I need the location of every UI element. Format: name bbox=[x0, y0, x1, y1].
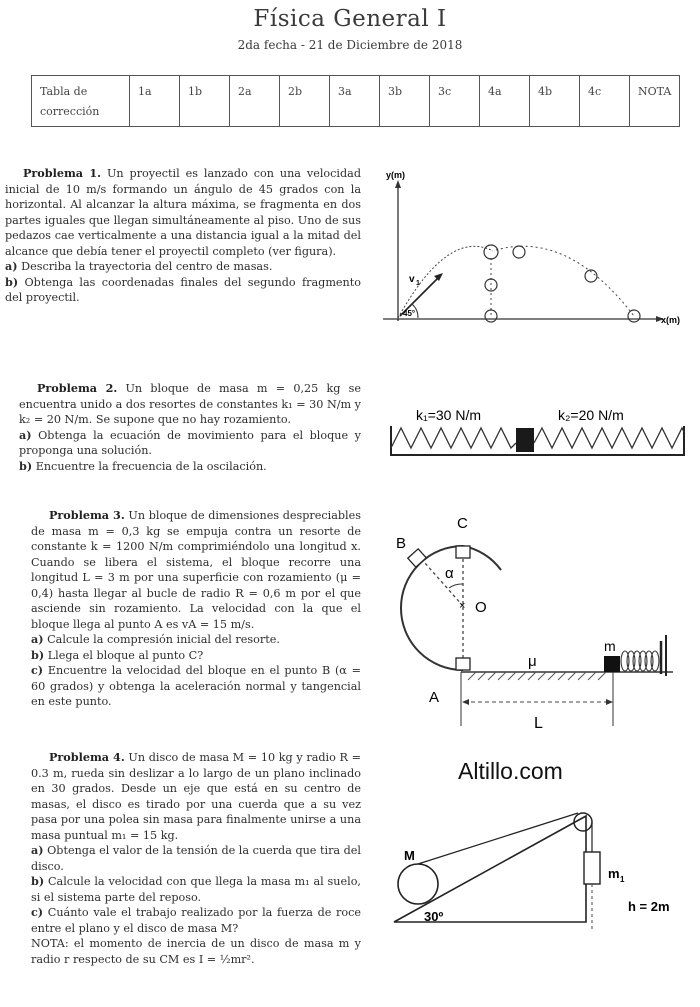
problem-2-part-a: Obtenga la ecuación de movimiento para el bloque y proponga una solución. bbox=[19, 428, 361, 457]
fig4-height-label: h = 2m bbox=[628, 899, 670, 914]
fig3-point-c: C bbox=[457, 515, 468, 532]
fragment-icon bbox=[484, 245, 498, 259]
problem-1-intro: Un proyectil es lanzado con una velocidad inicial de 10 m/s formando un ángulo de 45 grados con la horizontal. Al alcanzar la altura máxima, se fragmenta en dos partes iguales que llegan simultáneamente al piso. Uno de sus pedazos cae verticalmente a una distancia igual a la mitad del alcance que debía tener el proyectil completo (ver figura). bbox=[5, 167, 362, 258]
svg-text:1: 1 bbox=[416, 280, 420, 287]
fragment-icon bbox=[513, 246, 525, 258]
fig3-length-l: L bbox=[534, 715, 543, 732]
problem-2-part-b: Encuentre la frecuencia de la oscilación. bbox=[35, 459, 267, 473]
block bbox=[516, 428, 534, 452]
problem-4-part-b: Calcule la velocidad con que llega la masa m₁ al suelo, si el sistema parte del reposo. bbox=[31, 875, 361, 904]
problem-3-part-a: Calcule la compresión inicial del resorte. bbox=[47, 633, 280, 646]
fig3-center-o: O bbox=[475, 599, 487, 616]
block-at-a bbox=[456, 658, 470, 670]
fragment-icon bbox=[628, 310, 640, 322]
hanging-mass bbox=[584, 852, 600, 884]
grade-col-1a: 1a bbox=[130, 76, 180, 127]
fig3-point-b: B bbox=[396, 535, 407, 552]
incline-figure bbox=[386, 800, 690, 940]
spring-right bbox=[534, 428, 684, 448]
problem-3-heading: Problema 3. bbox=[49, 508, 125, 522]
grade-col-3c: 3c bbox=[430, 76, 480, 127]
fig4-mass-label: m bbox=[608, 866, 620, 881]
grade-col-4b: 4b bbox=[530, 76, 580, 127]
fig4-angle-label: 30º bbox=[424, 909, 444, 924]
problem-2-heading: Problema 2. bbox=[37, 381, 118, 395]
fig1-angle-label: 45° bbox=[403, 309, 416, 318]
block-at-b bbox=[408, 549, 426, 567]
spring-left bbox=[391, 428, 516, 448]
problem-1-part-b: Obtenga las coordenadas finales del segundo fragmento del proyectil. bbox=[5, 275, 361, 304]
fig3-mass-label: m bbox=[604, 638, 616, 654]
problem-1-heading: Problema 1. bbox=[23, 166, 102, 180]
problem-4: Problema 4. Un disco de masa M = 10 kg y radio R = 0.3 m, rueda sin deslizar a lo largo de un plano inclinado en 30 grados. Desde un eje que está en su centro de masas, el disco es tirado por una cuerda que a su vez pasa por una polea sin masa para finalmente unirse a una masa puntual m₁ = 15 kg. a) Obtenga el valor de la tensión de la cuerda que tira del disco. b) Calcule la velocidad con que llega la masa m₁ al suelo, si el sistema parte del reposo. c) Cuánto vale el trabajo realizado por la fuerza de roce entre el plano y el disco de masa M? NOTA: el momento de inercia de un disco de masa m y radio r respecto de su CM es I = ½mr². bbox=[31, 750, 362, 966]
problem-2-intro: Un bloque de masa m = 0,25 kg se encuentra unido a dos resortes de constantes k₁ = 30 N/m y k₂ = 20 N/m. Se supone que no hay rozamiento. bbox=[19, 382, 361, 426]
fig1-y-label: y(m) bbox=[386, 170, 406, 180]
fig1-x-label: x(m) bbox=[661, 315, 681, 325]
problem-4-part-c: Cuánto vale el trabajo realizado por la fuerza de roce entre el plano y el disco de masa M? bbox=[31, 906, 361, 935]
fig2-k1-label: k₁=30 N/m bbox=[416, 407, 482, 423]
loop-figure bbox=[388, 508, 688, 736]
fig4-disk-label: M bbox=[404, 848, 415, 863]
problem-4-part-a: Obtenga el valor de la tensión de la cuerda que tira del disco. bbox=[31, 844, 362, 873]
problem-3-part-c: Encuentre la velocidad del bloque en el punto B (α = 60 grados) y obtenga la aceleración normal y tangencial en este punto. bbox=[31, 664, 361, 708]
fig3-alpha: α bbox=[445, 565, 454, 582]
grade-table bbox=[31, 75, 680, 127]
grade-table-label: Tabla de corrección bbox=[32, 76, 130, 127]
projectile-figure bbox=[378, 166, 690, 336]
fig3-point-a: A bbox=[429, 689, 440, 706]
problem-3-intro: Un bloque de dimensiones despreciables de masa m = 0,3 kg se empuja contra un resorte de constante k = 1200 N/m comprimiéndolo una longitud x. Cuando se libera el sistema, el bloque recorre una longitud L = 3 m por una superficie con rozamiento (μ = 0,4) hasta llegar al bucle de radio R = 0,6 m por el que asciende sin rozamiento. La velocidad con la que el bloque llega al punto A es vA = 15 m/s. bbox=[31, 509, 362, 631]
problem-4-note: NOTA: el momento de inercia de un disco de masa m y radio r respecto de su CM es I = ½mr². bbox=[31, 937, 361, 966]
problem-3: Problema 3. Un bloque de dimensiones despreciables de masa m = 0,3 kg se empuja contra un resorte de constante k = 1200 N/m comprimiéndolo una longitud x. Cuando se libera el sistema, el bloque recorre una longitud L = 3 m por una superficie con rozamiento (μ = 0,4) hasta llegar al bucle de radio R = 0,6 m por el que asciende sin rozamiento. La velocidad con la que el bloque llega al punto A es vA = 15 m/s. a) Calcule la compresión inicial del resorte. b) Llega el bloque al punto C? c) Encuentre la velocidad del bloque en el punto B (α = 60 grados) y obtenga la aceleración normal y tangencial en este punto. bbox=[31, 508, 362, 708]
fig2-k2-label: k₂=20 N/m bbox=[558, 407, 624, 423]
grade-col-4c: 4c bbox=[580, 76, 630, 127]
grade-col-3b: 3b bbox=[380, 76, 430, 127]
problem-1-part-a: Describa la trayectoria del centro de masas. bbox=[21, 260, 273, 273]
fig3-center-mark: × bbox=[459, 600, 466, 612]
block-mass bbox=[604, 656, 620, 672]
fig1-velocity-label: v bbox=[409, 274, 415, 285]
fig3-mu: μ bbox=[528, 653, 537, 670]
problem-1: Problema 1. Un proyectil es lanzado con una velocidad inicial de 10 m/s formando un ángulo de 45 grados con la horizontal. Al alcanzar la altura máxima, se fragmenta en dos partes iguales que llegan simultáneamente al piso. Uno de sus pedazos cae verticalmente a una distancia igual a la mitad del alcance que debía tener el proyectil completo (ver figura). a) Describa la trayectoria del centro de masas. b) Obtenga las coordenadas finales del segundo fragmento del proyectil. bbox=[5, 166, 362, 304]
page-title: Física General I bbox=[253, 6, 447, 32]
exam-date: 2da fecha - 21 de Diciembre de 2018 bbox=[237, 38, 463, 52]
grade-col-4a: 4a bbox=[480, 76, 530, 127]
problem-4-intro: Un disco de masa M = 10 kg y radio R = 0.3 m, rueda sin deslizar a lo largo de un plano inclinado en 30 grados. Desde un eje que está en su centro de masas, el disco es tirado por una cuerda que a su vez pasa por una polea sin masa para finalmente unirse a una masa puntual m₁ = 15 kg. bbox=[31, 751, 361, 842]
grade-col-2a: 2a bbox=[230, 76, 280, 127]
problem-2: Problema 2. Un bloque de masa m = 0,25 kg se encuentra unido a dos resortes de constantes k₁ = 30 N/m y k₂ = 20 N/m. Se supone que no hay rozamiento. a) Obtenga la ecuación de movimiento para el bloque y proponga una solución. b) Encuentre la frecuencia de la oscilación. bbox=[19, 381, 361, 473]
disk bbox=[398, 864, 438, 904]
site-watermark: Altillo.com bbox=[458, 758, 563, 784]
block-at-c bbox=[456, 546, 470, 558]
inclined-plane bbox=[394, 816, 586, 922]
springs-figure bbox=[388, 398, 690, 460]
problem-4-heading: Problema 4. bbox=[49, 750, 125, 764]
grade-col-1b: 1b bbox=[180, 76, 230, 127]
grade-col-2b: 2b bbox=[280, 76, 330, 127]
svg-text:1: 1 bbox=[620, 875, 625, 884]
problem-3-part-b: Llega el bloque al punto C? bbox=[47, 648, 204, 662]
grade-col-nota: NOTA bbox=[630, 76, 680, 127]
spring bbox=[621, 651, 659, 671]
grade-col-3a: 3a bbox=[330, 76, 380, 127]
